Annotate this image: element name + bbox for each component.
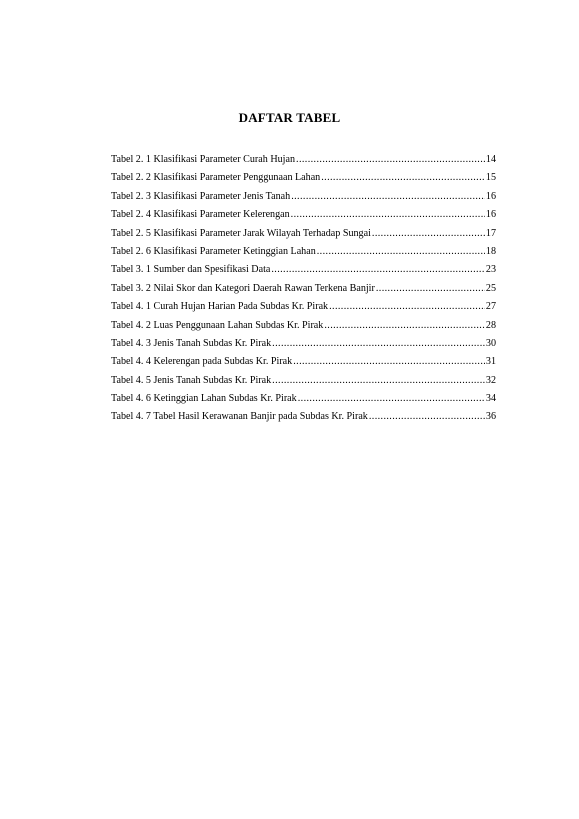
toc-entry-label: Tabel 2. 1 Klasifikasi Parameter Curah Hujan: [111, 154, 296, 165]
toc-entry-page-number: 15: [485, 172, 496, 184]
dot-leader: [298, 390, 485, 408]
toc-entry[interactable]: [111, 298, 496, 316]
toc-entry[interactable]: [111, 225, 496, 243]
toc-entry-page-number: 14: [485, 154, 496, 165]
toc-entry[interactable]: [111, 151, 496, 169]
dot-leader: [376, 280, 485, 298]
toc-entry[interactable]: [111, 390, 496, 408]
toc-entry[interactable]: [111, 335, 496, 353]
toc-entry-label: Tabel 4. 5 Jenis Tanah Subdas Kr. Pirak: [111, 374, 272, 386]
toc-entry-page-number: 32: [485, 374, 496, 386]
dot-leader: [291, 188, 485, 206]
toc-entry[interactable]: [111, 353, 496, 371]
toc-entry[interactable]: [111, 280, 496, 298]
toc-entry-page-number: 31: [485, 356, 496, 368]
toc-entry-page-number: 25: [485, 282, 496, 294]
dot-leader: [317, 243, 485, 261]
toc-entry[interactable]: [111, 408, 496, 426]
toc-entry[interactable]: [111, 169, 496, 187]
toc-entry-page-number: 17: [485, 227, 496, 239]
dot-leader: [271, 261, 485, 279]
toc-entry-label: Tabel 2. 2 Klasifikasi Parameter Penggunaan Lahan: [111, 172, 321, 184]
dot-leader: [296, 151, 485, 169]
toc-entry-label: Tabel 4. 1 Curah Hujan Harian Pada Subdas Kr. Pirak: [111, 301, 329, 313]
toc-entry-label: Tabel 4. 6 Ketinggian Lahan Subdas Kr. Pirak: [111, 393, 297, 405]
dot-leader: [372, 225, 485, 243]
toc-entry-label: Tabel 4. 2 Luas Penggunaan Lahan Subdas Kr. Pirak: [111, 319, 324, 331]
toc-entry-label: Tabel 2. 6 Klasifikasi Parameter Ketinggian Lahan: [111, 245, 316, 257]
toc-entry-page-number: 27: [485, 301, 496, 313]
toc-entry-label: Tabel 3. 2 Nilai Skor dan Kategori Daerah Rawan Terkena Banjir: [111, 282, 375, 294]
dot-leader: [329, 298, 485, 316]
dot-leader: [272, 372, 485, 390]
toc-entry[interactable]: [111, 243, 496, 261]
toc-entry-page-number: 34: [485, 393, 496, 405]
dot-leader: [324, 317, 485, 335]
dot-leader: [369, 408, 485, 426]
toc-entry-label: Tabel 2. 4 Klasifikasi Parameter Kelerengan: [111, 209, 290, 221]
dot-leader: [291, 206, 485, 224]
toc-entry-label: Tabel 4. 3 Jenis Tanah Subdas Kr. Pirak: [111, 337, 272, 349]
toc-entry[interactable]: [111, 188, 496, 206]
page-title: DAFTAR TABEL: [238, 110, 341, 125]
toc-entry-page-number: 16: [485, 209, 496, 221]
toc-entry-page-number: 16: [485, 190, 496, 202]
toc-entry-label: Tabel 3. 1 Sumber dan Spesifikasi Data: [111, 264, 271, 276]
table-of-contents: [111, 151, 496, 427]
toc-entry-page-number: 28: [485, 319, 496, 331]
toc-entry-label: Tabel 2. 3 Klasifikasi Parameter Jenis Tanah: [111, 190, 291, 202]
dot-leader: [321, 169, 485, 187]
dot-leader: [293, 353, 485, 371]
toc-entry-page-number: 30: [485, 337, 496, 349]
toc-entry-label: Tabel 4. 4 Kelerengan pada Subdas Kr. Pirak: [111, 356, 293, 368]
toc-entry[interactable]: [111, 206, 496, 224]
toc-entry[interactable]: [111, 372, 496, 390]
toc-entry[interactable]: [111, 261, 496, 279]
toc-entry-label: Tabel 4. 7 Tabel Hasil Kerawanan Banjir pada Subdas Kr. Pirak: [111, 411, 368, 423]
toc-entry-page-number: 18: [485, 245, 496, 257]
toc-entry-label: Tabel 2. 5 Klasifikasi Parameter Jarak Wilayah Terhadap Sungai: [111, 227, 371, 239]
toc-entry-page-number: 36: [485, 411, 496, 423]
toc-entry-page-number: 23: [485, 264, 496, 276]
dot-leader: [272, 335, 485, 353]
toc-entry[interactable]: [111, 317, 496, 335]
